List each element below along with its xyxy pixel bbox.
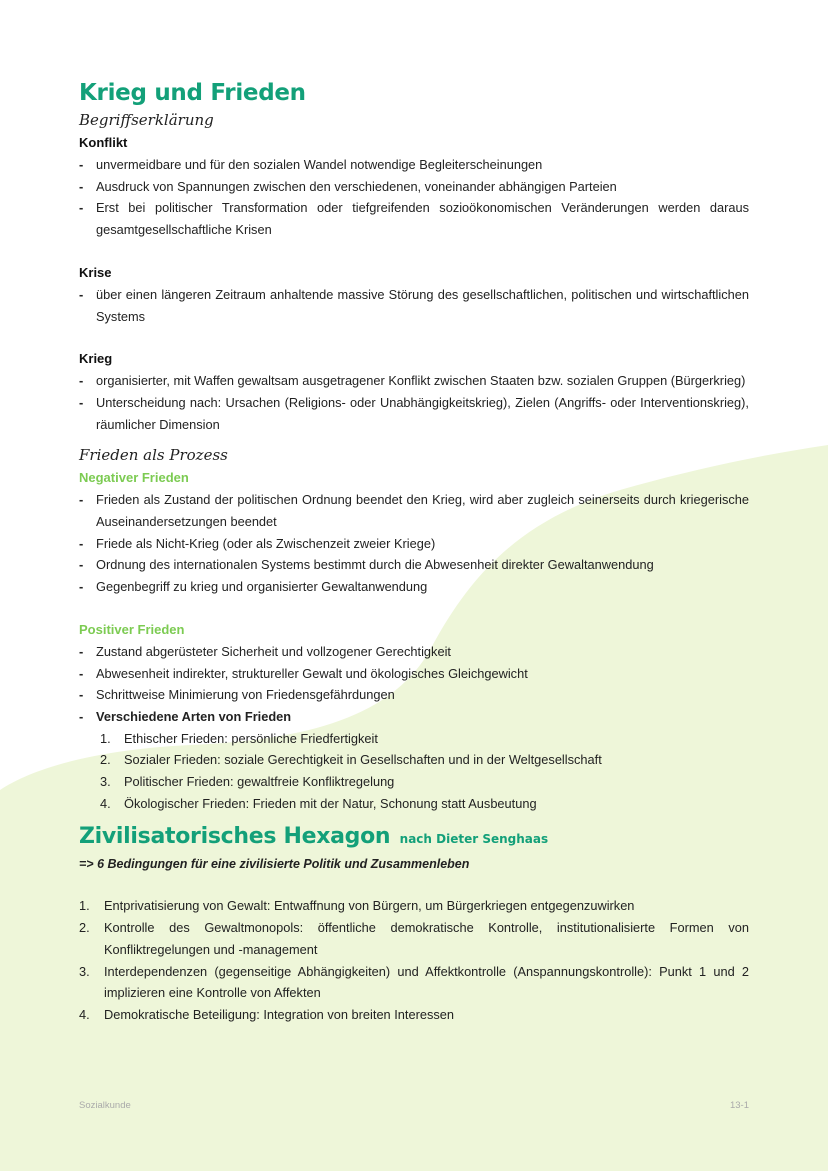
list-item: - unvermeidbare und für den sozialen Wandel notwendige Begleiterscheinungen [79,154,749,176]
footer-subject: Sozialkunde [79,1100,131,1111]
item-text: Kontrolle des Gewaltmonopols: öffentliche demokratische Kontrolle, institutionalisierte Formen von Konfliktregelungen und -management [104,920,749,957]
section-title-zivilisatorisches-hexagon [79,822,749,854]
list-item: - Erst bei politischer Transformation oder tiefgreifenden sozioökonomischen Veränderungen werden daraus gesamtgesellschaftliche Krisen [79,197,749,240]
list-item [79,1004,749,1026]
krieg-list [79,370,749,435]
hexagon-intro: => 6 Bedingungen für eine zivilisierte Politik und Zusammenleben [79,857,470,872]
list-item: - Ausdruck von Spannungen zwischen den verschiedenen, voneinander abhängigen Parteien [79,176,749,198]
list-item: - Friede als Nicht-Krieg (oder als Zwischenzeit zweier Kriege) [79,533,749,555]
item-text: Sozialer Frieden: soziale Gerechtigkeit in Gesellschaften und in der Weltgesellschaft [124,752,602,768]
document-page [79,78,749,1026]
page-footer [79,1100,749,1111]
arten-von-frieden-list [79,728,749,815]
label-krieg: Krieg [79,351,113,367]
list-item [96,793,749,815]
item-text: Interdependenzen (gegenseitige Abhängigkeiten) und Affektkontrolle (Anspannungskontrolle): Punkt 1 und 2 implizieren eine Kontrolle von Affekten [104,963,749,1001]
item-text: Ethischer Frieden: persönliche Friedfertigkeit [124,730,378,746]
item-number: 2. [79,920,90,936]
list-item: - über einen längeren Zeitraum anhaltende massive Störung des gesellschaftlichen, politischen und wirtschaftlichen Systems [79,284,749,327]
list-item: - Abwesenheit indirekter, struktureller Gewalt und ökologisches Gleichgewicht [79,663,749,685]
item-number: 2. [100,752,111,768]
item-number: 3. [79,963,90,979]
subtitle-frieden-als-prozess: Frieden als Prozess [79,446,228,465]
list-item [79,917,749,960]
negativer-frieden-list [79,489,749,598]
section-title-suffix: nach Dieter Senghaas [399,832,549,847]
list-item: - organisierter, mit Waffen gewaltsam ausgetragener Konflikt zwischen Staaten bzw. sozialen Gruppen (Bürgerkrieg) [79,370,749,392]
label-positiver-frieden: Positiver Frieden [79,621,185,637]
hexagon-list [79,895,749,1025]
list-item-arten-von-frieden: - Verschiedene Arten von Frieden [79,706,749,728]
list-item [96,728,749,750]
list-item [79,961,749,1004]
subtitle-begriffserklaerung: Begriffserklärung [79,111,214,129]
list-item: - Schrittweise Minimierung von Friedensgefährdungen [79,684,749,706]
item-number: 4. [79,1006,90,1022]
item-number: 4. [100,795,111,811]
label-konflikt: Konflikt [79,135,128,150]
list-item: - Unterscheidung nach: Ursachen (Religions- oder Unabhängigkeitskrieg), Zielen (Angriffs- oder Interventionskrieg), räumlicher Dimension [79,392,749,435]
footer-page-number: 13-1 [729,1100,749,1111]
list-item: - Ordnung des internationalen Systems bestimmt durch die Abwesenheit direkter Gewaltanwendung [79,554,749,576]
list-item [96,771,749,793]
krise-list [79,284,749,327]
item-number: 3. [100,774,111,790]
item-number: 1. [100,730,111,746]
list-item [79,895,749,917]
list-item: - Gegenbegriff zu krieg und organisierter Gewaltanwendung [79,576,749,598]
item-text: Demokratische Beteiligung: Integration von breiten Interessen [104,1006,454,1022]
label-krise: Krise [79,264,112,280]
item-text: Ökologischer Frieden: Frieden mit der Natur, Schonung statt Ausbeutung [124,795,537,811]
konflikt-list [79,154,749,241]
item-text: Entprivatisierung von Gewalt: Entwaffnung von Bürgern, um Bürgerkriegen entgegenzuwirken [104,898,635,914]
item-text: Politischer Frieden: gewaltfreie Konfliktregelung [124,774,395,790]
positiver-frieden-list [79,641,749,728]
list-item [96,749,749,771]
section-title-krieg-und-frieden: Krieg und Frieden [79,80,306,106]
label-negativer-frieden: Negativer Frieden [79,470,189,486]
list-item: - Zustand abgerüsteter Sicherheit und vollzogener Gerechtigkeit [79,641,749,663]
section-title-text: Zivilisatorisches Hexagon [79,824,391,850]
item-number: 1. [79,898,90,914]
list-item: - Frieden als Zustand der politischen Ordnung beendet den Krieg, wird aber zugleich seinerseits durch kriegerische Auseinandersetzungen beendet [79,489,749,532]
